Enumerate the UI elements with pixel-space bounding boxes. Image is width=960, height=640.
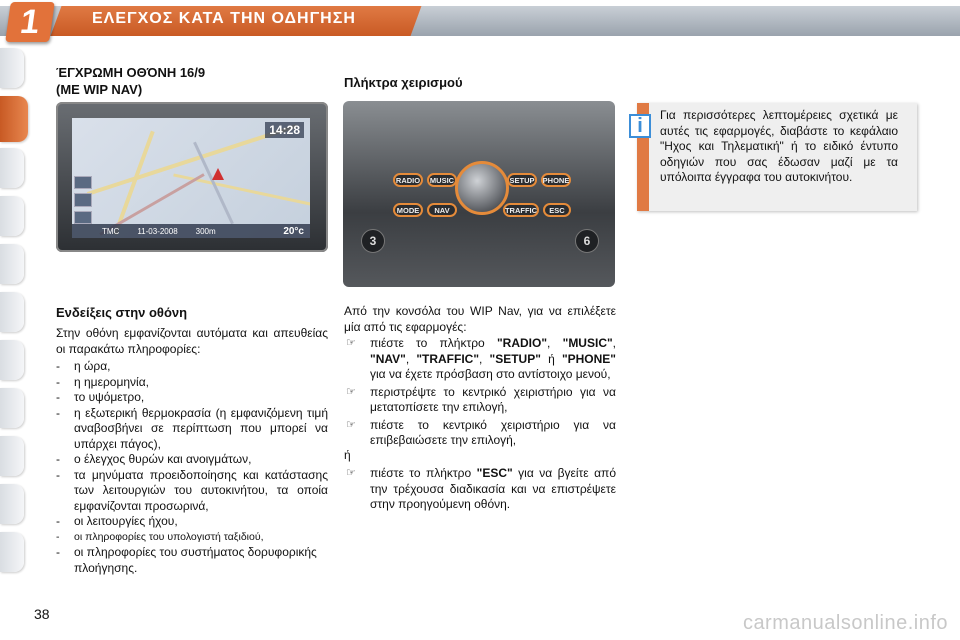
controls-steps bbox=[344, 336, 616, 451]
radio-button[interactable]: RADIO bbox=[393, 173, 423, 187]
section-title-line1: ΈΓΧΡΩΜΗ ΟΘΌΝΗ 16/9 bbox=[56, 65, 206, 80]
section-title bbox=[56, 64, 205, 98]
info-icon: i bbox=[629, 114, 651, 138]
position-marker-icon bbox=[212, 168, 224, 180]
side-tab[interactable] bbox=[0, 532, 24, 572]
map-controls bbox=[74, 176, 94, 224]
side-tab[interactable] bbox=[0, 148, 24, 188]
side-tab[interactable] bbox=[0, 388, 24, 428]
temperature-display: 20°c bbox=[283, 226, 304, 237]
clock-display: 14:28 bbox=[265, 122, 304, 138]
list-item: - το υψόμετρο, bbox=[56, 390, 145, 404]
list-item: - οι πληροφορίες του συστήματος δορυφορικής πλοήγησης. bbox=[56, 545, 317, 575]
controls-title: Πλήκτρα χειρισμού bbox=[344, 75, 463, 90]
info-text: Για περισσότερες λεπτομέρειες σχετικά με αυτές τις εφαρμογές, διαβάστε το κεφάλαιο "Ηχος και Τηλεματική" ή το ειδικό έντυπο οδηγιών που σας έδωσαν μαζί με τα υπόλοιπα έγγραφα του αυτοκινήτου. bbox=[660, 108, 898, 184]
central-control-knob[interactable] bbox=[455, 161, 509, 215]
section-title-line2: (ΜΕ WIP NAV) bbox=[56, 82, 143, 97]
date-display: 11-03-2008 bbox=[137, 226, 178, 236]
step-item: ☞ πιέστε το πλήκτρο "ESC" για να βγείτε από την τρέχουσα διαδικασία και να επιστρέψετε στην προηγούμενη οθόνη. bbox=[346, 466, 617, 511]
list-item: - ο έλεγχος θυρών και ανοιγμάτων, bbox=[56, 452, 252, 466]
controls-intro: Από την κονσόλα του WIP Nav, για να επιλέξετε μία από τις εφαρμογές: bbox=[344, 304, 616, 334]
list-item: - οι λειτουργίες ήχου, bbox=[56, 514, 178, 528]
chapter-header bbox=[0, 0, 960, 44]
indications-list bbox=[56, 359, 328, 576]
page-number: 38 bbox=[34, 606, 50, 622]
side-tab[interactable] bbox=[0, 196, 24, 236]
side-tab[interactable] bbox=[0, 340, 24, 380]
list-item: - η ώρα, bbox=[56, 359, 111, 373]
color-screen-photo bbox=[56, 102, 328, 252]
side-tab[interactable] bbox=[0, 436, 24, 476]
controls-steps-2 bbox=[344, 466, 616, 515]
side-tab[interactable] bbox=[0, 292, 24, 332]
pointing-hand-icon: ☞ bbox=[346, 337, 356, 349]
side-tab-active[interactable] bbox=[0, 96, 28, 142]
screen-status-bar bbox=[72, 224, 310, 238]
navigation-screen bbox=[72, 118, 310, 238]
step-item: ☞ πιέστε το κεντρικό χειριστήριο για να επιβεβαιώσετε την επιλογή, bbox=[346, 417, 616, 447]
or-text: ή bbox=[344, 448, 351, 462]
side-tab[interactable] bbox=[0, 484, 24, 524]
setup-button[interactable]: SETUP bbox=[507, 173, 537, 187]
watermark: carmanualsonline.info bbox=[742, 612, 948, 634]
preset-3-button[interactable]: 3 bbox=[361, 229, 385, 253]
distance-display: 300m bbox=[195, 226, 216, 236]
pointing-hand-icon: ☞ bbox=[346, 385, 356, 398]
list-item: - τα μηνύματα προειδοποίησης και κατάστασης των λειτουργιών του αυτοκινήτου, τα οποία εμφανίζονται προσωρινά, bbox=[56, 467, 328, 513]
chapter-title: ΕΛΕΓΧΟΣ ΚΑΤΑ ΤΗΝ ΟΔΗΓΗΣΗ bbox=[92, 10, 356, 27]
pointing-hand-icon: ☞ bbox=[346, 418, 356, 431]
phone-button[interactable]: PHONE bbox=[541, 173, 571, 187]
indications-title: Ενδείξεις στην οθόνη bbox=[56, 305, 188, 320]
preset-6-button[interactable]: 6 bbox=[575, 229, 599, 253]
console-photo bbox=[343, 101, 615, 287]
traffic-label: TMC bbox=[102, 226, 120, 236]
indications-intro: Στην οθόνη εμφανίζονται αυτόματα και απευθείας οι παρακάτω πληροφορίες: bbox=[56, 326, 328, 356]
step-item: ☞ πιέστε το πλήκτρο "RADIO", "MUSIC", "NAV", "TRAFFIC", "SETUP" ή "PHONE" για να έχετε πρόσβαση στο αντίστοιχο μενού, bbox=[346, 336, 617, 381]
music-button[interactable]: MUSIC bbox=[427, 173, 457, 187]
list-item: - οι πληροφορίες του υπολογιστή ταξιδιού, bbox=[56, 530, 264, 543]
nav-button[interactable]: NAV bbox=[427, 203, 457, 217]
side-tab[interactable] bbox=[0, 48, 24, 88]
side-tab[interactable] bbox=[0, 244, 24, 284]
list-item: - η εξωτερική θερμοκρασία (η εμφανιζόμενη τιμή αναβοσβήνει σε περίπτωση που μπορεί να υπάρχει πάγος), bbox=[56, 405, 328, 451]
pointing-hand-icon: ☞ bbox=[346, 467, 356, 479]
mode-button[interactable]: MODE bbox=[393, 203, 423, 217]
esc-button[interactable]: ESC bbox=[543, 203, 571, 217]
traffic-button[interactable]: TRAFFIC bbox=[503, 203, 539, 217]
list-item: - η ημερομηνία, bbox=[56, 374, 149, 389]
chapter-number: 1 bbox=[5, 2, 55, 42]
step-item: ☞ περιστρέψτε το κεντρικό χειριστήριο για να μετατοπίσετε την επιλογή, bbox=[346, 384, 616, 414]
